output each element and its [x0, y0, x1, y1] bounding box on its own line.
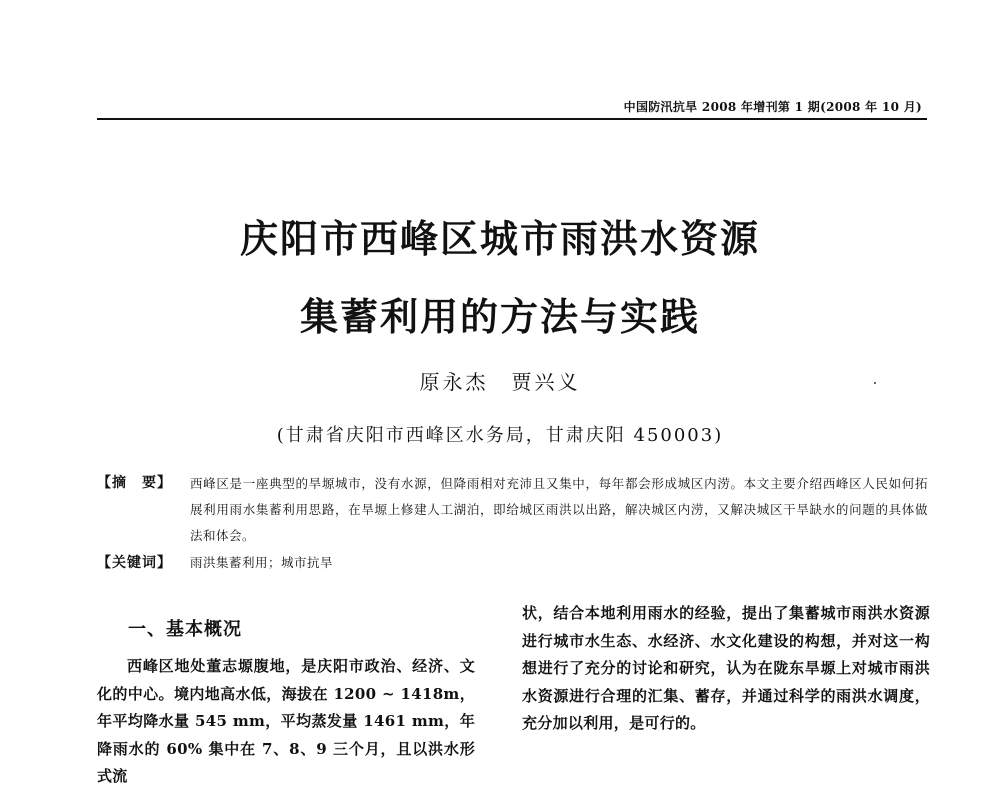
body-paragraph: 西峰区地处董志塬腹地，是庆阳市政治、经济、文化的中心。境内地高水低，海拔在 1200 ~ 1418m，年平均降水量 545 mm，平均蒸发量 1461 mm，年降雨水的 60% 集中在 7、8、9 三个月，且以洪水形式流 — [97, 657, 475, 785]
keywords-label: 【关键词】 — [97, 555, 172, 571]
abstract-label: 【摘 要】 — [97, 475, 172, 491]
authors: 原永杰 贾兴义 — [419, 370, 581, 394]
affiliation: (甘肃省庆阳市西峰区水务局，甘肃庆阳 450003) — [276, 425, 724, 446]
body-paragraph-continued: 状，结合本地利用雨水的经验，提出了集蓄城市雨洪水资源进行城市水生态、水经济、水文化建设的构想，并对这一构想进行了充分的讨论和研究，认为在陇东旱塬上对城市雨洪水资源进行合理的汇集、蓄存，并通过科学的雨洪水调度，充分加以利用，是可行的。 — [522, 604, 930, 732]
journal-header: 中国防汛抗旱 2008 年增刊第 1 期(2008 年 10 月) — [623, 100, 922, 114]
abstract-text: 西峰区是一座典型的旱塬城市，没有水源，但降雨相对充沛且又集中，每年都会形成城区内涝。本文主要介绍西峰区人民如何拓展利用雨水集蓄利用思路，在旱塬上修建人工湖泊，即给城区雨洪以出路，解决城区内涝，又解决城区干旱缺水的问题的具体做法和体会。 — [190, 476, 928, 543]
left-column — [97, 600, 475, 791]
keywords-text: 雨洪集蓄利用；城市抗旱 — [190, 555, 334, 570]
article-title-line-2: 集蓄利用的方法与实践 — [299, 294, 700, 339]
header-rule — [97, 118, 927, 120]
right-column — [522, 600, 930, 738]
article-title-line-1: 庆阳市西峰区城市雨洪水资源 — [239, 216, 760, 261]
section-title: 一、基本概况 — [128, 619, 242, 640]
scan-dot — [874, 382, 876, 384]
